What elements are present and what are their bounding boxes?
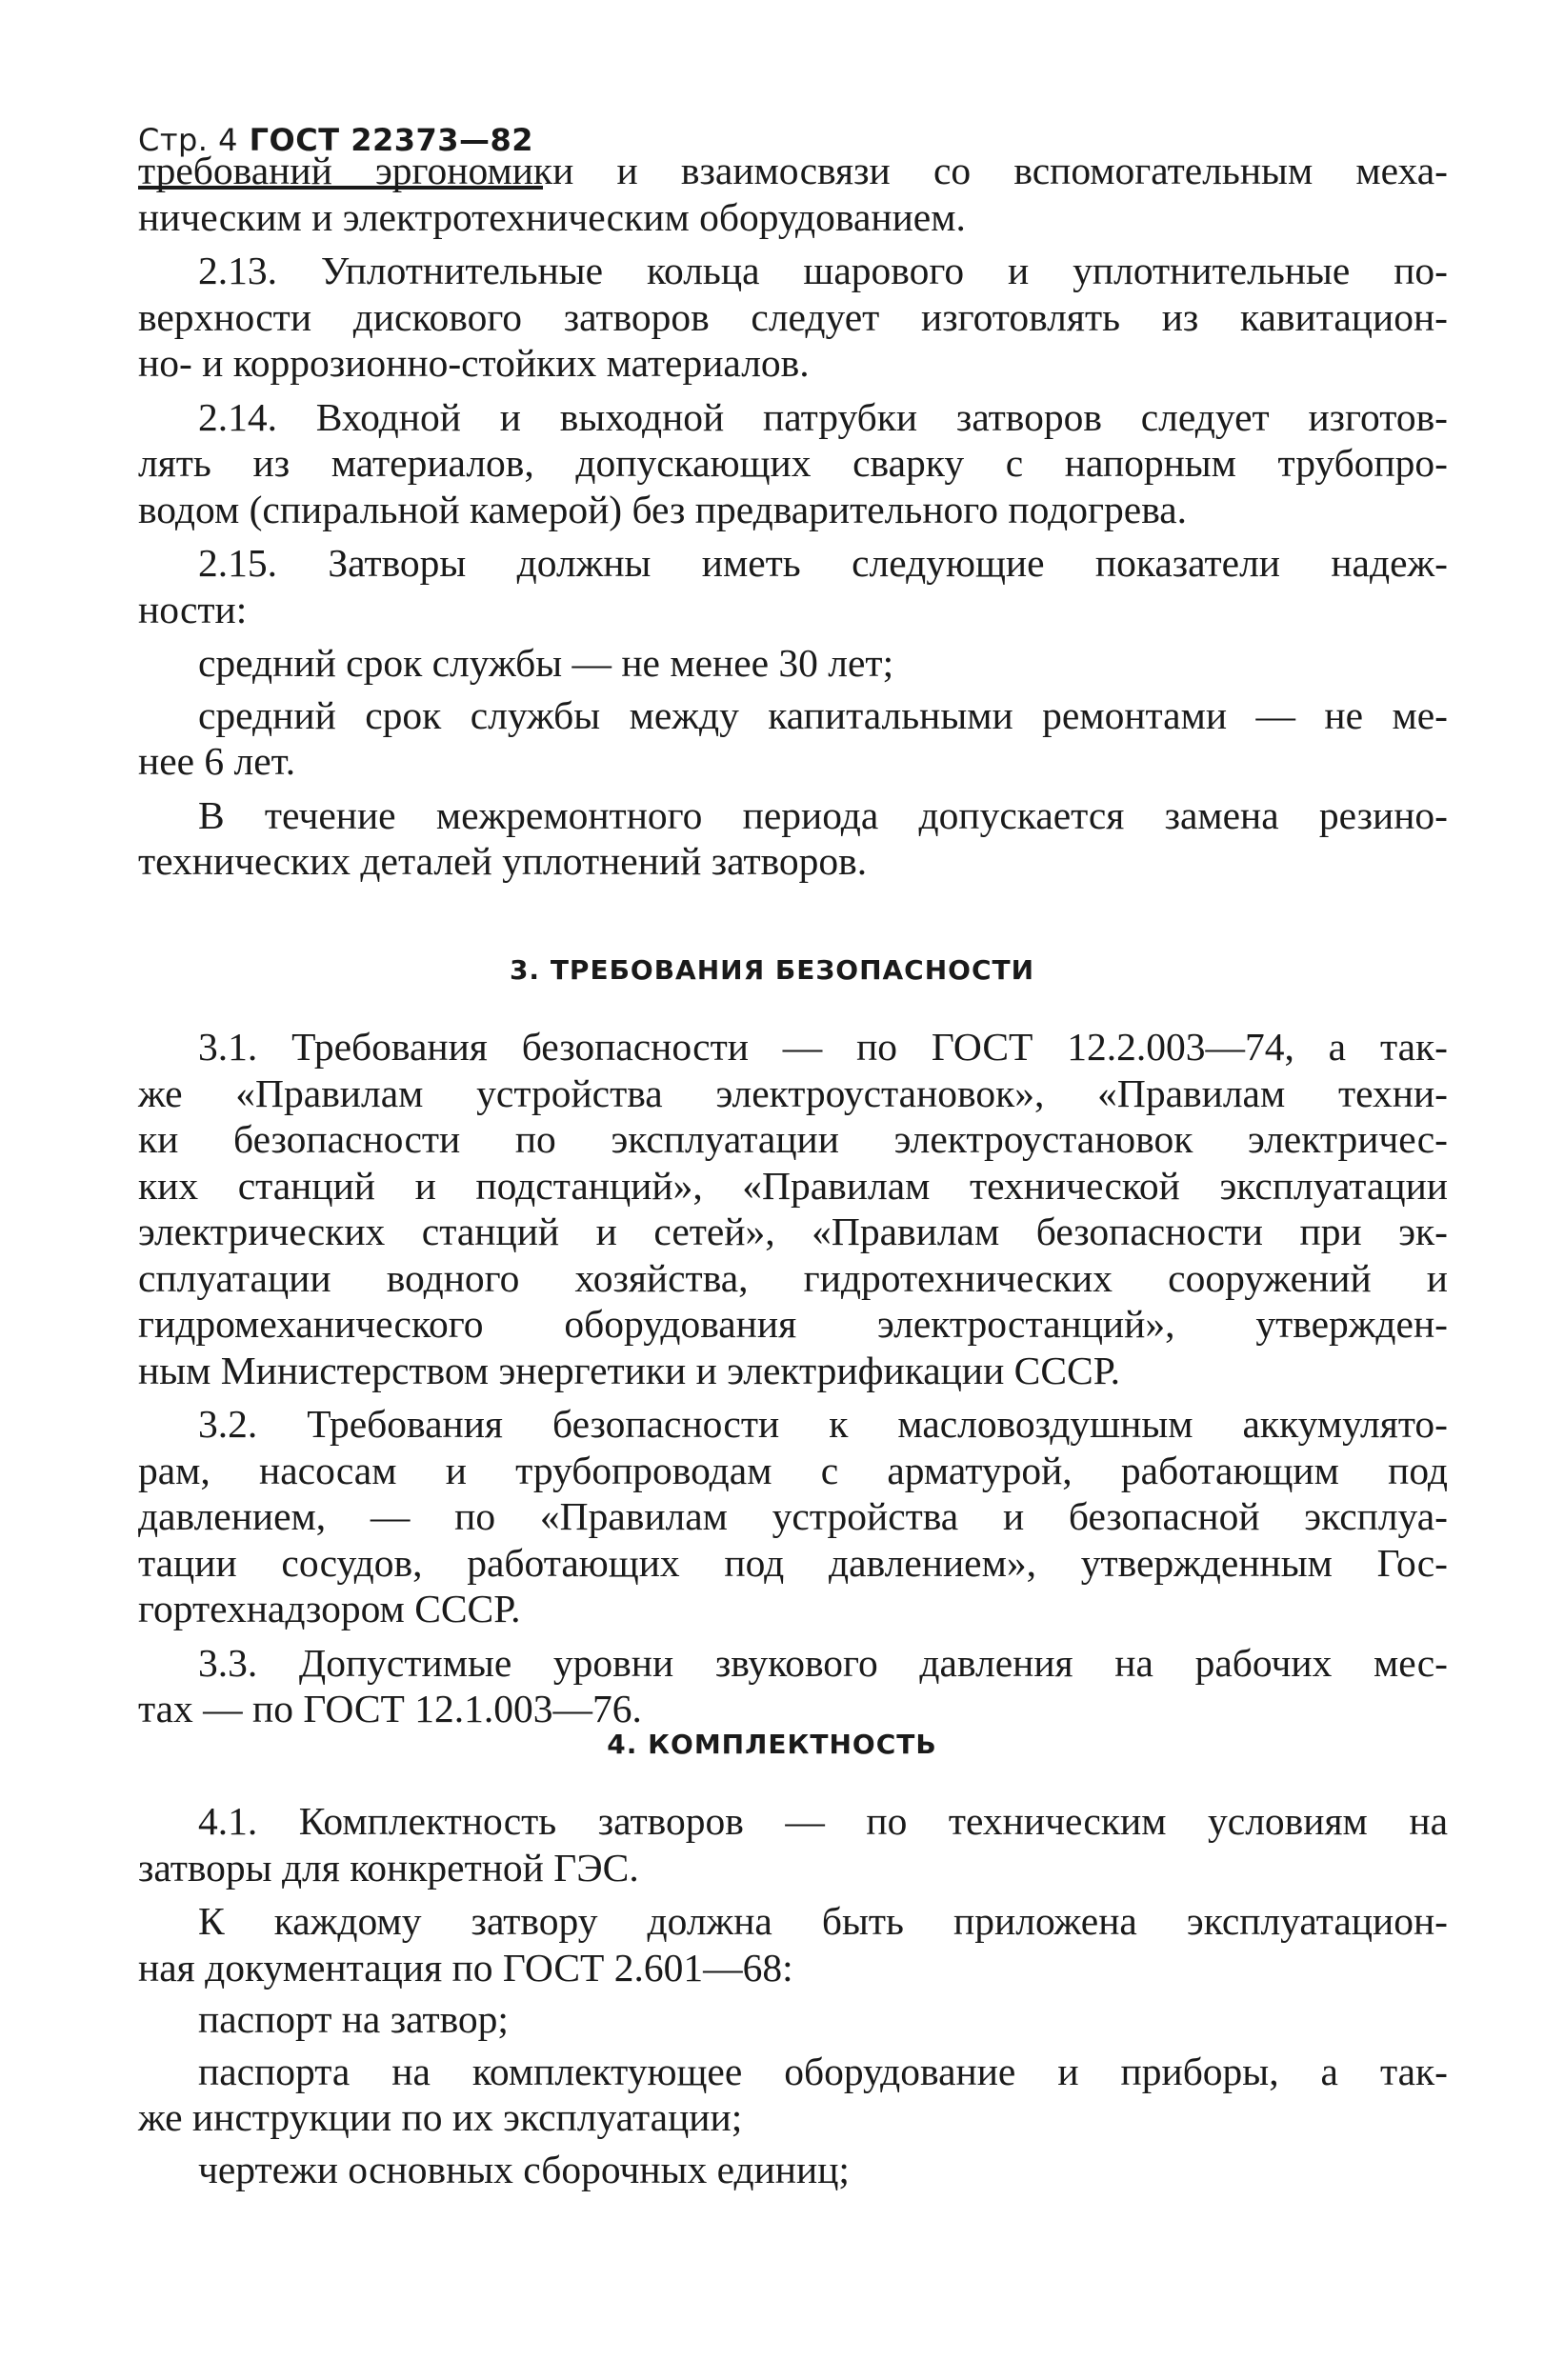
section4-p-passports-line: паспорта на комплектующее оборудование и приборы, а так- (198, 2049, 1448, 2093)
section2_cont-p-2-14-line: лять из материалов, допускающих сварку с напорным трубопро- (138, 441, 1448, 485)
section3-p-3-2-line: рам, насосам и трубопроводам с арматурой, работающим под (138, 1448, 1448, 1492)
standard-number: ГОСТ 22373—82 (249, 122, 534, 158)
section3-p-3-2-line: давлением, — по «Правилам устройства и безопасной эксплуа- (138, 1494, 1448, 1538)
section2_cont-p-2-15-line: ности: (138, 587, 248, 631)
section3-p-3-1-line: ки безопасности по эксплуатации электроустановок электричес- (138, 1117, 1448, 1161)
section3-p-3-1-line: гидромеханического оборудования электростанций», утвержден- (138, 1302, 1448, 1346)
section4-p-4-1-line: 4.1. Комплектность затворов — по техническим условиям на (198, 1799, 1448, 1843)
section3-p-3-1-line: 3.1. Требования безопасности — по ГОСТ 12.2.003—74, а так- (198, 1025, 1448, 1069)
section3-p-3-1-line: электрических станций и сетей», «Правилам безопасности при эк- (138, 1210, 1448, 1253)
section2_cont-p-service1-line: средний срок службы — не менее 30 лет; (198, 641, 894, 685)
section2_cont-p-cont-line: требований эргономики и взаимосвязи со вспомогательным меха- (138, 149, 1448, 192)
section2_cont-p-cont-line: ническим и электротехническим оборудованием. (138, 194, 966, 239)
section2_cont-p-2-13-line: верхности дискового затворов следует изготовлять из кавитацион- (138, 294, 1448, 339)
page-number: Стр. 4 (138, 122, 238, 158)
section3-p-3-1-line: ным Министерством энергетики и электрификации СССР. (138, 1348, 1120, 1392)
section2_cont-p-replace-line: технических деталей уплотнений затворов. (138, 839, 868, 883)
section2_cont-p-2-14-line: водом (спиральной камерой) без предварительного подогрева. (138, 487, 1188, 531)
section4-p-docs-line: К каждому затвору должна быть приложена эксплуатацион- (198, 1899, 1448, 1943)
section-3-heading: 3. ТРЕБОВАНИЯ БЕЗОПАСНОСТИ (509, 954, 1035, 986)
section4-p-drawings-line: чертежи основных сборочных единиц; (198, 2147, 850, 2191)
section2_cont-p-2-13-line: но- и коррозионно-стойких материалов. (138, 341, 810, 385)
section2_cont-p-service2-line: нее 6 лет. (138, 739, 296, 783)
section3-p-3-1-line: же «Правилам устройства электроустановок», «Правилам техни- (138, 1070, 1448, 1115)
section3-p-3-3-line: 3.3. Допустимые уровни звукового давления на рабочих мес- (198, 1640, 1448, 1685)
section4-p-passports-line: же инструкции по их эксплуатации; (138, 2095, 743, 2139)
section3-p-3-1-line: сплуатации водного хозяйства, гидротехнических сооружений и (138, 1255, 1448, 1300)
section3-p-3-3-line: тах — по ГОСТ 12.1.003—76. (138, 1687, 642, 1730)
section3-p-3-2-line: гортехнадзором СССР. (138, 1587, 521, 1630)
section4-p-passport-line: паспорт на затвор; (198, 1997, 509, 2041)
section2_cont-p-2-14-line: 2.14. Входной и выходной патрубки затворов следует изготов- (198, 394, 1448, 439)
section3-p-3-2-line: 3.2. Требования безопасности к масловоздушным аккумулято- (198, 1402, 1448, 1446)
section4-p-docs-line: ная документация по ГОСТ 2.601—68: (138, 1945, 793, 1990)
section3-p-3-2-line: тации сосудов, работающих под давлением», утвержденным Гос- (138, 1540, 1448, 1585)
section2_cont-p-2-15-line: 2.15. Затворы должны иметь следующие показатели надеж- (198, 541, 1448, 585)
section2_cont-p-2-13-line: 2.13. Уплотнительные кольца шарового и уплотнительные по- (198, 249, 1448, 292)
section2_cont-p-service2-line: средний срок службы между капитальными ремонтами — не ме- (198, 692, 1448, 737)
section-4-heading: 4. КОМПЛЕКТНОСТЬ (607, 1729, 937, 1760)
section2_cont-p-replace-line: В течение межремонтного периода допускается замена резино- (198, 792, 1448, 837)
section3-p-3-1-line: ких станций и подстанций», «Правилам технической эксплуатации (138, 1163, 1448, 1208)
section4-p-4-1-line: затворы для конкретной ГЭС. (138, 1845, 639, 1890)
